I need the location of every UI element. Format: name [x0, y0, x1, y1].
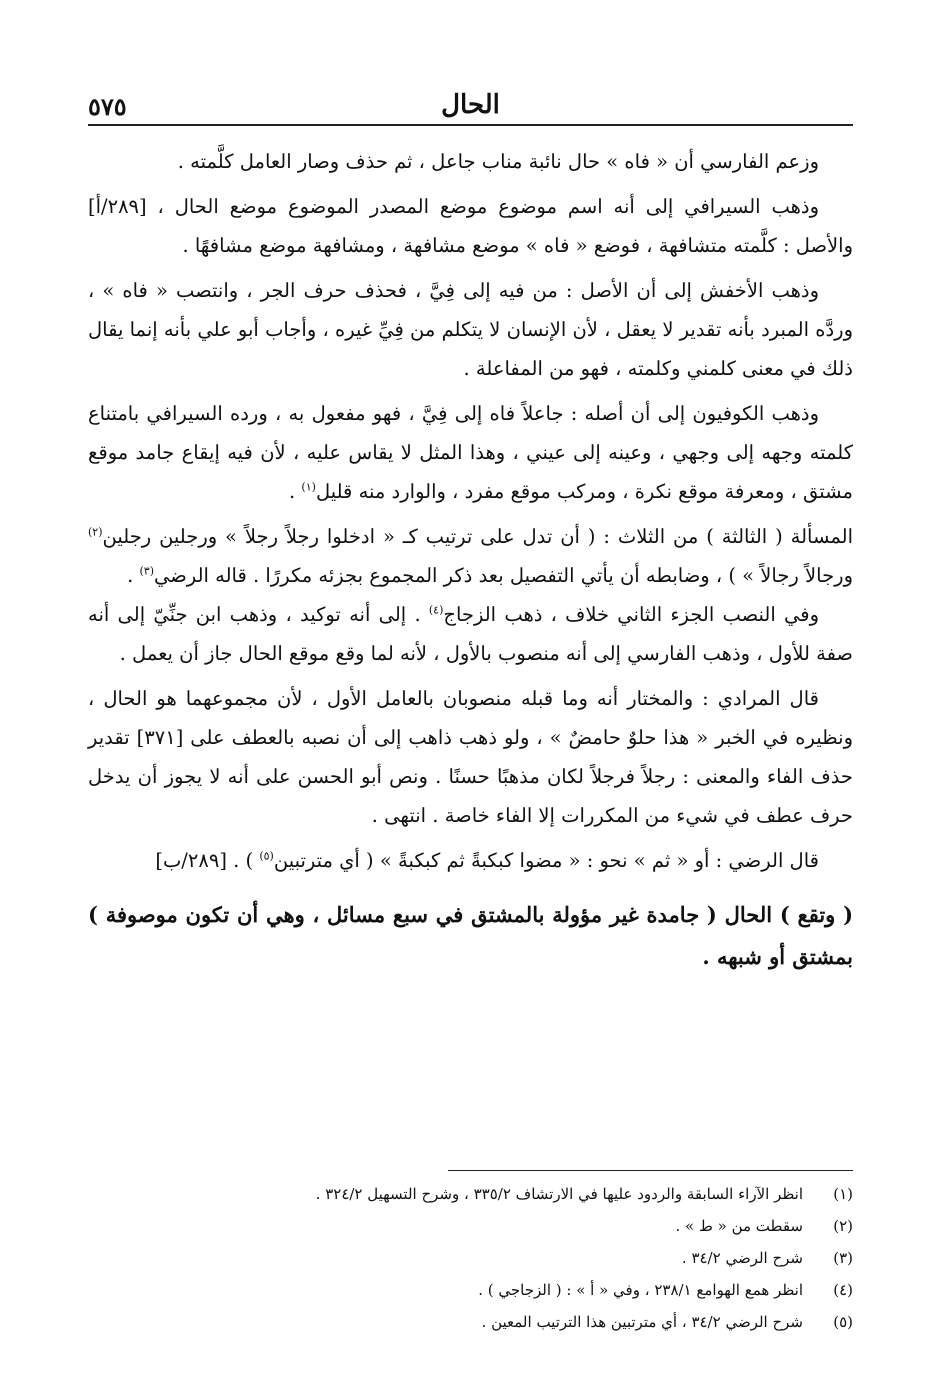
footnote-number: (١): [833, 1185, 853, 1203]
footnote-text: شرح الرضي ٣٤/٢ ، أي مترتبين هذا الترتيب المعين .: [481, 1313, 803, 1331]
footnote-rule: [448, 1170, 853, 1171]
footnote-text: انظر الآراء السابقة والردود عليها في الارتشاف ٣٣٥/٢ ، وشرح التسهيل ٣٢٤/٢ .: [315, 1185, 803, 1203]
footnote-number: (٢): [833, 1217, 853, 1235]
footnote-ref: (٥): [259, 849, 274, 863]
footnote-ref: (١): [301, 480, 316, 494]
paragraph-text: ) . [٢٨٩/ب]: [155, 849, 260, 872]
footnote-number: (٤): [833, 1281, 853, 1299]
header-rule: [88, 124, 853, 126]
footnotes: [88, 1178, 853, 1338]
paragraph: وذهب الأخفش إلى أن الأصل : من فيه إلى فِيَّ ، فحذف حرف الجر ، وانتصب « فاه » ، وردَّه المبرد بأنه تقدير لا يعقل ، لأن الإنسان لا يتكلم من فِيِّ غيره ، وأجاب أبو علي بأنه إنما يقال ذلك في معنى كلمني وكلمته ، فهو من المفاعلة .: [88, 279, 853, 380]
page-number: ٥٧٥: [88, 92, 127, 121]
footnote-text: انظر همع الهوامع ٢٣٨/١ ، وفي « أ » : ( الزجاجي ) .: [478, 1281, 803, 1299]
paragraph-text: ورجالاً رجالاً » ) ، وضابطه أن يأتي التفصيل بعد ذكر المجموع بجزئه مكررًا . قاله الرضي: [154, 564, 853, 587]
paragraph: وزعم الفارسي أن « فاه » حال نائبة مناب جاعل ، ثم حذف وصار العامل كلَّمته .: [177, 150, 819, 173]
page-header: [88, 86, 853, 126]
footnote-number: (٣): [833, 1249, 853, 1267]
footnote-text: شرح الرضي ٣٤/٢ .: [681, 1249, 803, 1267]
paragraph-text: وفي النصب الجزء الثاني خلاف ، ذهب الزجاج: [443, 603, 819, 626]
body-text: [88, 142, 853, 978]
footnote: [88, 1178, 853, 1210]
paragraph-text: المسألة ( الثالثة ) من الثلاث : ( أن تدل على ترتيب كـ « ادخلوا رجلاً رجلاً » ورجلين رجلين: [102, 525, 853, 548]
paragraph: [88, 595, 853, 673]
running-title: الحال: [441, 90, 500, 120]
footnote-ref: (٤): [428, 603, 444, 617]
footnote: [88, 1306, 853, 1338]
footnote: [88, 1242, 853, 1274]
footnote: [88, 1210, 853, 1242]
main-rule-text: ( وتقع ) الحال ( جامدة غير مؤولة بالمشتق في سبع مسائل ، وهي أن تكون موصوفة ) بمشتق أو شبهه .: [88, 902, 853, 969]
footnote-ref: (٢): [88, 525, 103, 539]
paragraph: المسألة ( الثالثة ) من الثلاث : ( أن تدل على ترتيب كـ « ادخلوا رجلاً رجلاً » ورجلين رجلين$^{(٢)}$ ورجالاً رجالاً » ) ، وضابطه أن يأتي التفصيل بعد ذكر المجموع بجزئه مكررًا . قاله الرضي$^{(٣)}$ .: [88, 525, 853, 587]
footnote-ref: (٣): [139, 564, 154, 578]
paragraph: قال المرادي : والمختار أنه وما قبله منصوبان بالعامل الأول ، لأن مجموعهما هو الحال ، ونظيره في الخبر « هذا حلوٌ حامضٌ » ، ولو ذهب ذاهب إلى أن نصبه بالعطف على [٣٧١] تقدير حذف الفاء والمعنى : رجلاً فرجلاً لكان مذهبًا حسنًا . ونص أبو الحسن على أنه لا يجوز أن يدخل حرف عطف في شيء من المكررات إلا الفاء خاصة . انتهى .: [88, 687, 853, 827]
footnote-number: (٥): [833, 1313, 853, 1331]
paragraph-text: وذهب الكوفيون إلى أن أصله : جاعلاً فاه إلى فِيَّ ، فهو مفعول به ، ورده السيرافي بامتناع كلمته وجهه إلى وجهي ، وعينه إلى عيني ، وهذا المثل لا يقاس عليه ، لأن فيه إيقاع جامد موقع مشتق ، ومعرفة موقع نكرة ، ومركب موقع مفرد ، والوارد منه قليل: [88, 402, 853, 503]
paragraph: وذهب الكوفيون إلى أن أصله : جاعلاً فاه إلى فِيَّ ، فهو مفعول به ، ورده السيرافي بامتناع كلمته وجهه إلى وجهي ، وعينه إلى عيني ، وهذا المثل لا يقاس عليه ، لأن فيه إيقاع جامد موقع مشتق ، ومعرفة موقع نكرة ، ومركب موقع مفرد ، والوارد منه قليل$^{(١)}$ .: [88, 402, 853, 503]
footnote-text: سقطت من « ط » .: [675, 1217, 803, 1235]
footnote: [88, 1274, 853, 1306]
paragraph: [88, 841, 853, 880]
paragraph: وذهب السيرافي إلى أنه اسم موضوع موضع المصدر الموضوع موضع الحال ، [٢٨٩/أ] والأصل : كلَّمته متشافهة ، فوضع « فاه » موضع مشافهة ، ومشافهة موضع مشافهًا .: [88, 195, 853, 257]
paragraph-text: قال الرضي : أو « ثم » نحو : « مضوا كبكبةً ثم كبكبةً » ( أي مترتبين: [273, 849, 819, 872]
paragraph-text: . إلى أنه توكيد ، وذهب ابن جنِّيّ إلى أنه صفة للأول ، وذهب الفارسي إلى أنه منصوب بالأول ، لأنه لما وقع موقع الحال جاز أن يعمل .: [88, 603, 853, 665]
